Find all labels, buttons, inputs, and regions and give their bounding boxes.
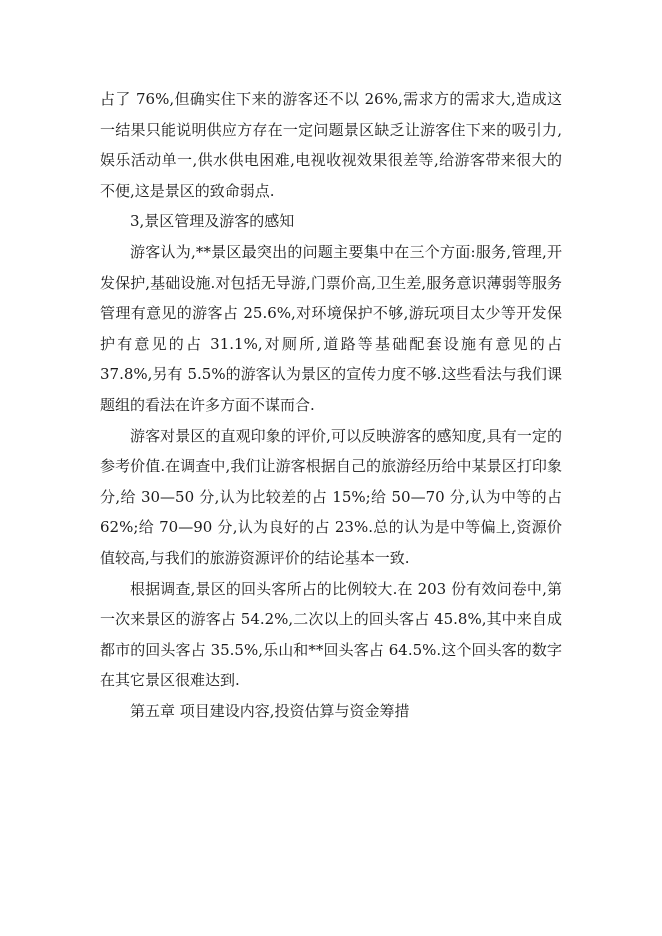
chapter-heading: 第五章 项目建设内容,投资估算与资金筹措 — [130, 701, 410, 720]
paragraph-return-visitors: 根据调查,景区的回头客所占的比例较大.在 203 份有效问卷中,第一次来景区的游客占 54.2%,二次以上的回头客占 45.8%,其中来自成都市的回头客占 35.5%,乐山和**回头客占 64.5%.这个回头客的数字在其它景区很难达到. — [100, 579, 562, 690]
section-heading: 3,景区管理及游客的感知 — [130, 212, 295, 231]
paragraph-visitor-evaluation: 游客对景区的直观印象的评价,可以反映游客的感知度,具有一定的参考价值.在调查中,我们让游客根据自己的旅游经历给中某景区打印象分,给 30—50 分,认为比较差的占 15%;给 50—70 分,认为中等的占 62%;给 70—90 分,认为良好的占 23%.总的认为是中等偏上,资源价值较高,与我们的旅游资源评价的结论基本一致. — [100, 426, 562, 567]
paragraph-continuation: 占了 76%,但确实住下来的游客还不以 26%,需求方的需求大,造成这一结果只能说明供应方存在一定问题景区缺乏让游客住下来的吸引力,娱乐活动单一,供水供电困难,电视收视效果很差等,给游客带来很大的不便,这是景区的致命弱点. — [100, 90, 562, 200]
body-text — [100, 84, 562, 726]
paragraph-visitor-opinion: 游客认为,**景区最突出的问题主要集中在三个方面:服务,管理,开发保护,基础设施.对包括无导游,门票价高,卫生差,服务意识薄弱等服务管理有意见的游客占 25.6%,对环境保护不够,游玩项目太少等开发保护有意见的占 31.1%,对厕所,道路等基础配套设施有意见的占 37.8%,另有 5.5%的游客认为景区的宣传力度不够.这些看法与我们课题组的看法在许多方面不谋而合. — [100, 242, 562, 414]
